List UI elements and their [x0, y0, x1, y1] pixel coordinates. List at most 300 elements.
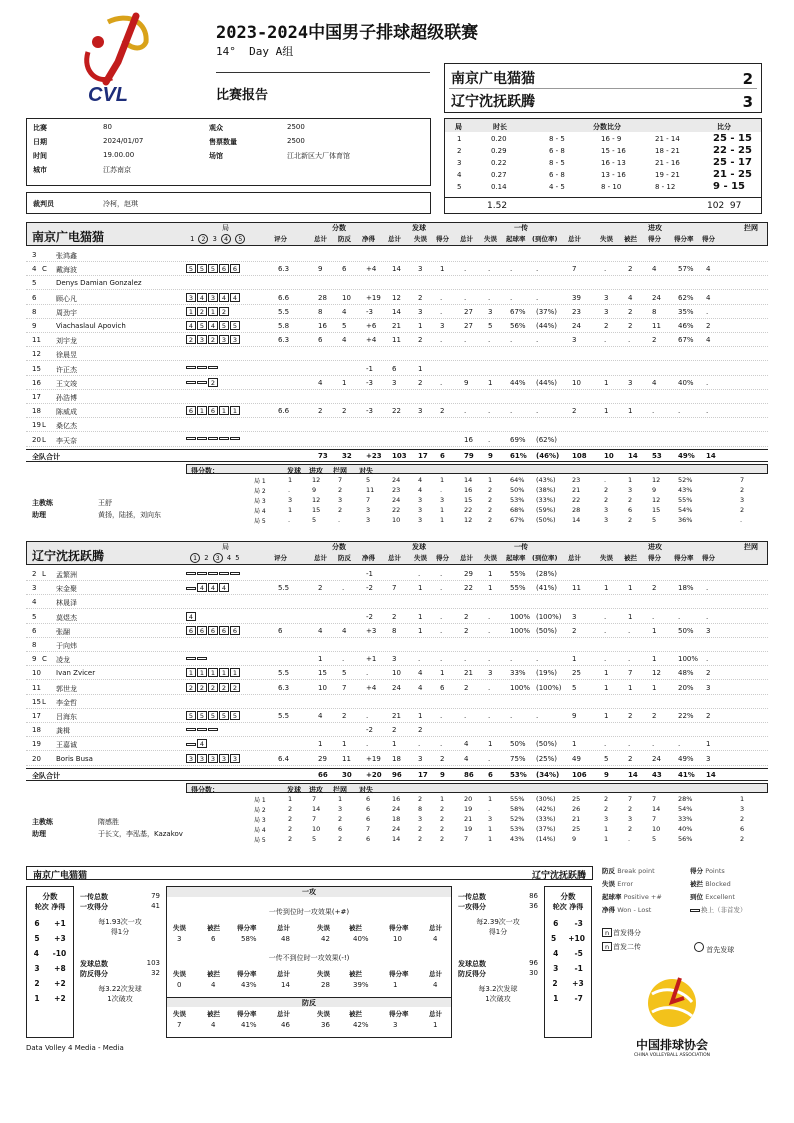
stat-cell: 12 — [392, 293, 401, 302]
set-cell: 0.27 — [491, 171, 507, 179]
stat-cell: 5.5 — [278, 307, 290, 316]
total-cell: +20 — [366, 770, 382, 779]
rotation-box: 5 — [219, 321, 229, 330]
stat-cell: 7 — [342, 683, 347, 692]
byset-cell: 24 — [392, 824, 401, 833]
byset-cell: 1 — [338, 794, 343, 803]
byset-cell: 1 — [440, 794, 445, 803]
rotation-row — [27, 946, 73, 961]
rotation-box: 6 — [230, 626, 240, 635]
stat-cell: . — [464, 265, 467, 274]
stat-cell: 24 — [572, 322, 581, 330]
stat-cell: 1 — [392, 740, 397, 749]
byset-label: 局 3 — [254, 497, 266, 505]
byset-cell: 43% — [678, 485, 693, 494]
stat-cell: . — [488, 683, 491, 692]
hdr-serve: 发球 — [412, 224, 426, 232]
info-value: 2024/01/07 — [103, 137, 144, 145]
player-row — [26, 319, 768, 333]
set-cell: 8 - 10 — [601, 183, 622, 191]
stat-cell: 2 — [628, 265, 633, 274]
stat-cell: 5.5 — [278, 669, 290, 678]
set-header: 局 — [222, 224, 229, 232]
stat-cell: +6 — [366, 322, 377, 330]
byset-cell: 2 — [604, 794, 609, 803]
byset-cell: 3 — [418, 505, 423, 514]
byset-cell: . — [288, 485, 291, 494]
stat-cell: 22 — [464, 584, 473, 593]
set-cell: 16 - 9 — [601, 135, 622, 143]
byset-cell: 12 — [312, 495, 321, 504]
player-row — [26, 638, 768, 652]
byset-cell: (42%) — [536, 804, 556, 813]
legend-key: 防反 — [602, 867, 618, 875]
stat-cell: 24 — [652, 754, 661, 763]
stat-cell: . — [706, 378, 709, 387]
stat-cell: 7 — [392, 584, 397, 593]
stat-cell: 1 — [604, 712, 609, 720]
player-name: Denys Damian Gonzalez — [56, 279, 142, 288]
stat-cell: 23 — [572, 307, 581, 316]
byset-cell: 6 — [338, 824, 343, 833]
byset-cell: 4 — [418, 485, 423, 494]
byset-cell: 2 — [338, 485, 343, 494]
jersey-number: 6 — [32, 626, 37, 635]
stat-cell: (100%) — [536, 683, 562, 692]
player-name: 凌龙 — [56, 656, 70, 665]
stat-cell: 6 — [392, 364, 397, 373]
byset-cell: 2 — [604, 804, 609, 813]
stat-cell: (28%) — [536, 570, 558, 578]
byset-cell: 16 — [392, 794, 401, 803]
set-cell: 0.14 — [491, 183, 507, 191]
stat-cell: . — [440, 336, 443, 345]
stat-cell: 3 — [572, 612, 577, 621]
rotation-box: 5 — [197, 711, 207, 720]
jersey-number: 15 — [32, 697, 41, 706]
set-cell: 8 - 5 — [549, 159, 565, 167]
rotation-box: 3 — [219, 754, 229, 763]
stat-cell: 56% — [510, 322, 526, 330]
stat-cell: . — [652, 740, 655, 749]
rotation-boxes — [186, 712, 241, 720]
byset-cell: 7 — [338, 475, 343, 484]
bench-dash — [186, 587, 196, 590]
rotation-box: 4 — [208, 583, 218, 592]
rotation-box: 6 — [230, 264, 240, 273]
player-row — [26, 276, 768, 290]
stat-cell: 2 — [392, 612, 397, 621]
mid-col-header: 得分率 — [389, 1010, 409, 1018]
lbl: 防反得分 — [80, 970, 108, 978]
byset-cell: 2 — [628, 804, 633, 813]
col-header: 得分 — [648, 554, 661, 562]
byset-cell: 14 — [392, 834, 401, 843]
total-cell: (46%) — [536, 451, 560, 460]
stat-cell: 3 — [392, 378, 397, 387]
stat-cell: 1 — [604, 683, 609, 692]
rotation-box: 2 — [208, 683, 218, 692]
col-header: 得分率 — [674, 235, 694, 243]
byset-cell: 26 — [572, 804, 581, 813]
bench-dash — [197, 437, 207, 440]
stat-cell: 1 — [418, 584, 423, 593]
mid-cell: 48 — [281, 935, 290, 943]
stat-cell: . — [628, 740, 631, 749]
stat-cell: 3 — [440, 322, 445, 330]
col-header: 总计 — [568, 554, 581, 562]
stat-cell: . — [366, 712, 369, 720]
stat-cell: 2 — [652, 584, 657, 593]
byset-cell: 2 — [338, 814, 343, 823]
total-cell: 17 — [418, 451, 428, 460]
player-name: 张翮 — [56, 627, 70, 636]
stat-cell: 2 — [440, 754, 445, 763]
rot-num: 4 — [33, 949, 40, 958]
col-header: 净得 — [362, 554, 375, 562]
rotation — [186, 293, 241, 302]
stat-cell: 9 — [464, 378, 469, 387]
byset-cell: 14 — [312, 804, 321, 813]
info-value: 2500 — [287, 123, 305, 131]
stat-cell: 1 — [488, 584, 493, 593]
jersey-number: 10 — [32, 669, 41, 678]
info-label: 比赛 — [33, 124, 47, 132]
stat-cell: -1 — [366, 570, 373, 578]
stat-cell: . — [604, 336, 607, 345]
player-name: 周劲宇 — [56, 308, 77, 317]
jersey-number: 8 — [32, 641, 37, 649]
stat-cell: 10 — [392, 669, 401, 678]
stat-cell: 6 — [278, 626, 283, 635]
rotation-box: 4 — [208, 321, 218, 330]
stat-cell: 5 — [572, 683, 577, 692]
player-name: 张鸿鑫 — [56, 252, 77, 260]
stat-cell: 9 — [572, 712, 577, 720]
stat-cell: 4 — [418, 683, 423, 692]
stat-cell: +4 — [366, 265, 377, 274]
player-row — [26, 709, 768, 723]
col-header: 被拦 — [624, 554, 637, 562]
mid-col-header: 得分率 — [237, 1010, 257, 1018]
total-cell: 103 — [392, 451, 407, 460]
team-total-row — [26, 449, 768, 462]
stat-cell: 2 — [652, 336, 657, 345]
mid-col-header: 得分率 — [389, 970, 409, 978]
hdr-block: 拦网 — [744, 543, 758, 551]
mid-col-header: 被拦 — [207, 1010, 220, 1018]
rotation-box: 3 — [230, 335, 240, 344]
rotation-row — [545, 976, 591, 991]
rotation-boxes — [186, 294, 241, 302]
stat-cell: . — [488, 336, 491, 345]
mid-col-header: 失误 — [173, 924, 186, 932]
assoc-en: CHINA VOLLEYBALL ASSOCIATION — [633, 1053, 710, 1058]
jersey-number: 18 — [32, 407, 41, 416]
mid-cell: 4 — [211, 1021, 216, 1029]
rot-num: 3 — [553, 964, 559, 973]
rotation — [186, 711, 241, 720]
legend-item — [690, 866, 725, 875]
rotation-box: 1 — [208, 307, 218, 316]
col-header: 被拦 — [624, 235, 637, 243]
total-cell: 66 — [318, 770, 328, 779]
stat-cell: 2 — [342, 407, 347, 416]
player-row — [26, 262, 768, 276]
byset-cell: 2 — [740, 834, 745, 843]
byset-col: 进攻 — [309, 466, 323, 475]
jersey-number: 19 — [32, 740, 41, 749]
stat-cell: 29 — [464, 570, 473, 578]
stat-cell: 6 — [318, 336, 323, 345]
bench-dash — [186, 366, 196, 369]
rotation-box: 6 — [208, 626, 218, 635]
stat-cell: . — [440, 712, 443, 720]
byset-cell: 15 — [464, 495, 473, 504]
home-team-name: 南京广电猫猫 — [451, 71, 535, 87]
byset-cell: (38%) — [536, 485, 556, 494]
stat-cell: . — [464, 407, 467, 416]
byset-cell: (33%) — [536, 495, 556, 504]
mid-col-header: 失误 — [173, 1010, 186, 1018]
set-cell: 25 - 15 — [713, 133, 752, 144]
byset-cell: 8 — [418, 804, 423, 813]
team-total-label: 全队合计 — [32, 452, 60, 461]
stat-cell: 62% — [678, 293, 694, 302]
byset-label: 局 2 — [254, 487, 266, 495]
byset-cell: 1 — [604, 824, 609, 833]
stat-cell: . — [510, 407, 513, 416]
mid-cell: 0 — [177, 981, 182, 989]
mid-col-header: 总计 — [429, 970, 442, 978]
byset-cell: 52% — [678, 475, 693, 484]
player-row — [26, 248, 768, 262]
total-cell: 14 — [706, 451, 716, 460]
col-header: 失误 — [484, 554, 497, 562]
rot-val: +1 — [54, 919, 66, 928]
report-label: 比赛报告 — [216, 88, 269, 103]
stat-cell: 2 — [342, 712, 347, 720]
val: 79 — [151, 892, 160, 900]
jersey-number: 11 — [32, 336, 41, 345]
byset-cell: 10 — [652, 824, 661, 833]
stat-cell: 18% — [678, 584, 694, 593]
stat-cell: 11 — [392, 336, 401, 345]
total-cell: 6 — [440, 451, 445, 460]
rotation-box: 2 — [208, 335, 218, 344]
mid-cell: 7 — [177, 1021, 182, 1029]
mid-col-header: 被拦 — [349, 1010, 362, 1018]
byset-cell: 3 — [604, 814, 609, 823]
bench-dash — [230, 572, 240, 575]
byset-cell: 3 — [418, 515, 423, 524]
byset-cell: 9 — [312, 485, 317, 494]
rotation-box: 3 — [186, 293, 196, 302]
role: L — [42, 435, 46, 444]
stat-cell: 1 — [418, 626, 423, 635]
rotation-boxes — [186, 613, 197, 621]
rotation-box: 3 — [186, 754, 196, 763]
rotation-box: 1 — [197, 668, 207, 677]
rotation-boxes — [186, 265, 241, 273]
stat-cell: . — [628, 626, 631, 635]
stat-cell: . — [440, 612, 443, 621]
col-header: 净得 — [362, 235, 375, 243]
byset-cell: 12 — [464, 515, 473, 524]
byset-cell: 40% — [678, 824, 693, 833]
rotation-box: 4 — [197, 739, 207, 748]
byset-row — [26, 795, 768, 805]
mid-col-header: 总计 — [429, 924, 442, 932]
assoc-name: 中国排球协会 — [635, 1038, 708, 1052]
lbl: 防反得分 — [458, 970, 486, 978]
byset-cell: 2 — [288, 834, 293, 843]
rotation — [186, 739, 208, 748]
rotation-boxes — [186, 322, 241, 330]
byset-cell: 50% — [510, 485, 525, 494]
legend-key: 净得 — [602, 906, 618, 914]
byset-cell: 9 — [652, 485, 657, 494]
byset-cell: 1 — [604, 834, 609, 843]
byset-col: 对失 — [359, 466, 373, 475]
stat-cell: 57% — [678, 265, 694, 274]
mid-cell: 43% — [241, 981, 257, 989]
rotation — [186, 668, 241, 677]
rot-num: 6 — [34, 919, 40, 928]
byset-cell: 67% — [510, 515, 525, 524]
jersey-number: 2 — [32, 570, 37, 578]
byset-header — [186, 783, 768, 793]
away-stats-block — [26, 541, 768, 859]
lbl: 一传总数 — [80, 893, 108, 901]
player-name: Boris Busa — [56, 754, 93, 763]
stat-cell: (19%) — [536, 669, 558, 678]
stat-cell: 100% — [678, 655, 699, 664]
byset-cell: 23 — [572, 475, 581, 484]
player-row — [26, 390, 768, 404]
col-header: 得分 — [702, 554, 715, 562]
byset-cell: 25 — [572, 794, 581, 803]
stat-cell: 2 — [628, 322, 633, 330]
byset-cell: 64% — [510, 475, 525, 484]
mid-cell: 42 — [321, 935, 330, 943]
col-header: 总计 — [314, 235, 327, 243]
info-label: 场馆 — [209, 152, 223, 160]
byset-cell: 2 — [288, 824, 293, 833]
stat-cell: . — [440, 570, 443, 578]
player-name: 宋金聚 — [56, 585, 77, 594]
byset-cell: 4 — [418, 475, 423, 484]
stat-cell: 46% — [678, 322, 694, 330]
stat-cell: 1 — [418, 364, 423, 373]
stat-cell: . — [536, 655, 539, 664]
stat-cell: 50% — [678, 626, 694, 635]
stat-cell: +3 — [366, 626, 377, 635]
stat-cell: . — [418, 740, 421, 749]
home-stats-team: 南京广电猫猫 — [32, 230, 105, 244]
rotation-box: 1 — [208, 668, 218, 677]
lbl: 发球总数 — [458, 960, 486, 968]
stat-cell: . — [488, 435, 491, 444]
stat-cell: 2 — [392, 726, 397, 735]
bench-dash — [208, 366, 218, 369]
mid-cell: 3 — [177, 935, 182, 943]
rotation-box: 5 — [208, 264, 218, 273]
stat-cell: . — [706, 307, 709, 316]
mid-cell: 10 — [393, 935, 402, 943]
set-cell: 21 - 25 — [713, 169, 752, 180]
byset-cell: 2 — [740, 485, 745, 494]
stat-cell: 2 — [604, 322, 609, 330]
stat-cell: 11 — [652, 322, 661, 330]
referee-box — [26, 192, 431, 214]
stat-cell: 4 — [706, 265, 711, 274]
player-name: Ivan Zvicer — [56, 669, 96, 678]
mid-cell: 3 — [393, 1021, 398, 1029]
byset-cell: 18 — [392, 814, 401, 823]
stat-cell: 67% — [678, 336, 694, 345]
total-cell: 14 — [628, 451, 638, 460]
rotation-row — [27, 976, 73, 991]
hdr-block: 拦网 — [744, 224, 758, 232]
byset-cell: 5 — [312, 515, 317, 524]
legend-desc: Break point — [617, 867, 655, 875]
player-name: 桑亿杰 — [56, 422, 77, 431]
stat-cell: 6.6 — [278, 407, 290, 416]
byset-label: 局 4 — [254, 826, 266, 834]
stat-cell: . — [510, 336, 513, 345]
byset-col: 拦网 — [333, 466, 347, 475]
mid-cell: 14 — [281, 981, 290, 989]
set-cell: 3 — [457, 159, 462, 167]
rotation-box: 2 — [197, 683, 207, 692]
stat-cell: 4 — [464, 740, 469, 749]
jersey-number: 11 — [32, 683, 41, 692]
stat-cell: . — [678, 612, 681, 621]
rotation-row — [545, 961, 591, 976]
stat-cell: 4 — [318, 378, 323, 387]
col-header: 总计 — [388, 554, 401, 562]
rot-sub: 轮次 净得 — [552, 903, 584, 911]
stat-cell: 1 — [628, 612, 633, 621]
stat-cell: 27 — [464, 322, 473, 330]
stat-cell: . — [510, 655, 513, 664]
byset-cell: 54% — [678, 804, 693, 813]
byset-label: 局 3 — [254, 816, 266, 824]
cvl-logo — [78, 12, 158, 107]
stat-cell: 100% — [510, 626, 531, 635]
total-cell: 14 — [628, 770, 638, 779]
bench-dash — [219, 572, 229, 575]
byset-cell: 2 — [488, 485, 493, 494]
byset-cell: 19 — [464, 824, 473, 833]
byset-cell: 25 — [572, 824, 581, 833]
player-row — [26, 624, 768, 638]
rotation-box: 2 — [208, 378, 218, 387]
stat-cell: . — [366, 740, 369, 749]
stat-cell: . — [464, 336, 467, 345]
stat-cell: 55% — [510, 570, 526, 578]
lbl: 发球总数 — [80, 960, 108, 968]
stat-cell: 5.5 — [278, 584, 290, 593]
col-header: 失误 — [484, 235, 497, 243]
stat-cell: 75% — [510, 754, 526, 763]
byset-cell: . — [288, 515, 291, 524]
jersey-number: 3 — [32, 584, 37, 593]
stat-cell: (50%) — [536, 740, 558, 749]
rotation-boxes — [186, 654, 208, 662]
stat-cell: 1 — [488, 570, 493, 578]
